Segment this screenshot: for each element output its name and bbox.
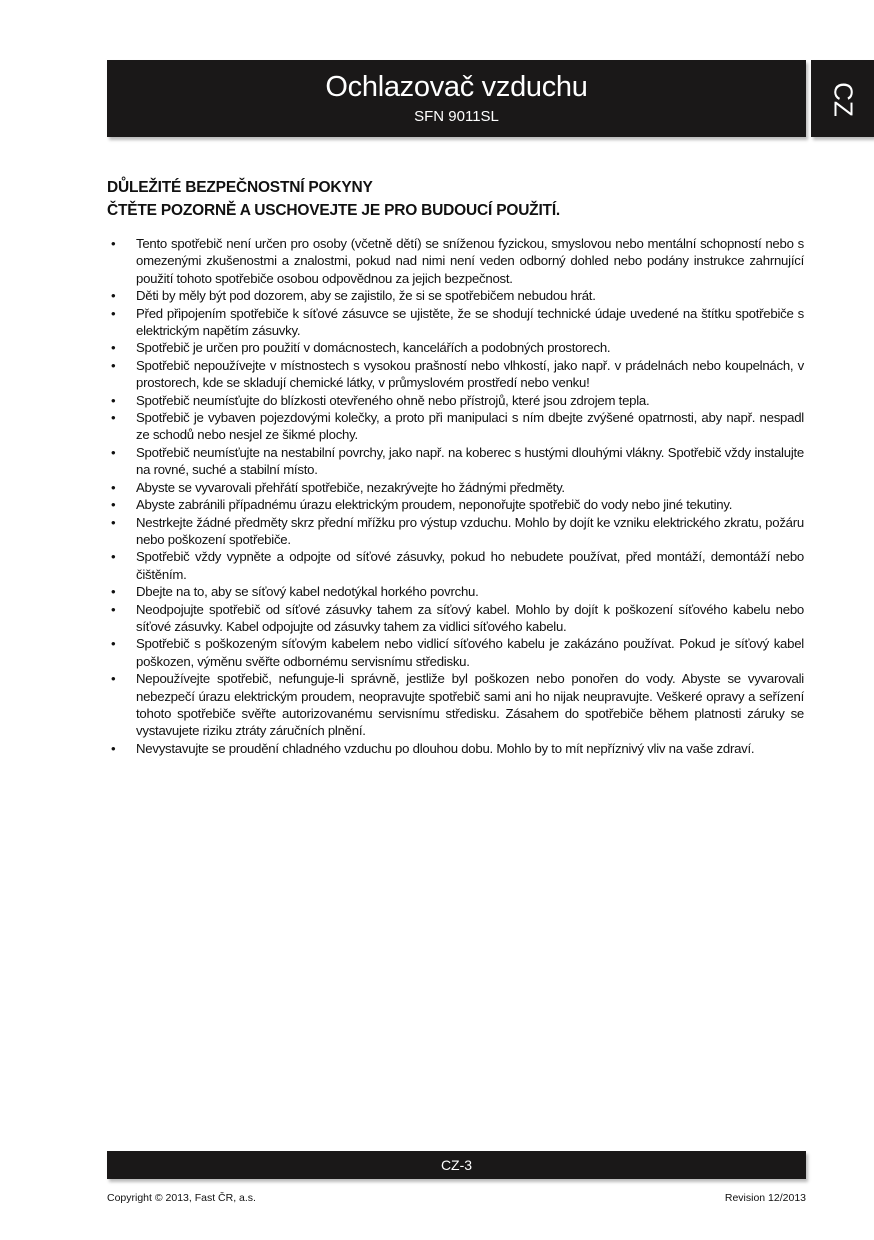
- list-item: [107, 601, 804, 636]
- list-item-text: Spotřebič s poškozeným síťovým kabelem nebo vidlicí síťového kabelu je zakázáno používat. Pokud je síťový kabel poškozen, výměnu svěřte odbornému servisnímu středisku.: [136, 636, 804, 669]
- list-item: [107, 496, 804, 513]
- list-item: [107, 548, 804, 583]
- bullet-icon: •: [111, 514, 116, 530]
- bullet-icon: •: [111, 497, 116, 513]
- list-item-text: Spotřebič je určen pro použití v domácnostech, kancelářích a podobných prostorech.: [136, 340, 611, 356]
- list-item: [107, 635, 804, 670]
- bullet-icon: •: [111, 305, 116, 321]
- list-item-text: Neodpojujte spotřebič od síťové zásuvky tahem za síťový kabel. Mohlo by dojít k poškození síťového kabelu nebo síťové zásuvky. Kabel odpojujte od zásuvky tahem za vidlici síťového kabelu.: [136, 601, 804, 634]
- list-item-text: Spotřebič neumísťujte na nestabilní povrchy, jako např. na koberec s hustými dlouhými vlákny. Spotřebič vždy instalujte na rovné, suché a stabilní místo.: [136, 444, 804, 478]
- bullet-icon: •: [111, 444, 116, 460]
- bullet-icon: •: [111, 288, 116, 304]
- bullet-icon: •: [111, 671, 116, 687]
- list-item-text: Tento spotřebič není určen pro osoby (včetně dětí) se sníženou fyzickou, smyslovou nebo mentální schopností nebo s omezenými zkušenostmi a znalostmi, pokud nad nimi není veden odborný dohled nebo podány instrukce zahrnující použití tohoto spotřebiče osobou odpovědnou za jejich bezpečnost.: [136, 236, 804, 286]
- list-item-text: Před připojením spotřebiče k síťové zásuvce se ujistěte, že se shodují technické údaje uvedené na štítku spotřebiče s elektrickým napětím zásuvky.: [136, 305, 804, 339]
- list-item: [107, 479, 804, 496]
- list-item-text: Abyste zabránili případnému úrazu elektrickým proudem, neponořujte spotřebič do vody nebo jiné tekutiny.: [136, 497, 733, 513]
- copyright: Copyright © 2013, Fast ČR, a.s.: [107, 1192, 256, 1204]
- bullet-icon: •: [111, 392, 116, 408]
- list-item: [107, 305, 804, 340]
- list-item: [107, 287, 804, 304]
- bullet-icon: •: [111, 479, 116, 495]
- list-item-text: Nepoužívejte spotřebič, nefunguje-li správně, jestliže byl poškozen nebo ponořen do vody. Abyste se vyvarovali nebezpečí úrazu elektrickým proudem, neopravujte spotřebič sami ani ho nijak neupravujte. Veškeré opravy a seřízení tohoto spotřebiče svěřte autorizovanému servisnímu středisku. Zásahem do spotřebiče během platnosti záruky se vystavujete riziku ztráty záručních plnění.: [136, 671, 804, 739]
- heading-line-1: DŮLEŽITÉ BEZPEČNOSTNÍ POKYNY: [107, 179, 373, 196]
- model-number: SFN 9011SL: [414, 108, 499, 125]
- list-item-text: Nestrkejte žádné předměty skrz přední mřížku pro výstup vzduchu. Mohlo by dojít ke vzniku elektrického zkratu, požáru nebo poškození spotřebiče.: [136, 514, 804, 547]
- bullet-icon: •: [111, 410, 116, 426]
- bullet-icon: •: [111, 236, 116, 251]
- bullet-icon: •: [111, 584, 116, 600]
- header-bar: [107, 60, 806, 137]
- list-item: [107, 357, 804, 392]
- list-item: [107, 514, 804, 549]
- list-item-text: Děti by měly být pod dozorem, aby se zajistilo, že si se spotřebičem nebudou hrát.: [136, 288, 596, 304]
- bullet-icon: •: [111, 549, 116, 565]
- heading-line-2: ČTĚTE POZORNĚ A USCHOVEJTE JE PRO BUDOUCÍ POUŽITÍ.: [107, 202, 561, 219]
- safety-instructions-list: [107, 235, 804, 757]
- list-item: [107, 392, 804, 409]
- list-item-text: Abyste se vyvarovali přehřátí spotřebiče, nezakrývejte ho žádnými předměty.: [136, 479, 565, 495]
- revision: Revision 12/2013: [724, 1192, 806, 1204]
- bullet-icon: •: [111, 740, 116, 756]
- bullet-icon: •: [111, 340, 116, 356]
- bullet-icon: •: [111, 601, 116, 617]
- page-number: CZ-3: [440, 1157, 473, 1173]
- list-item-text: Spotřebič neumísťujte do blízkosti otevřeného ohně nebo přístrojů, které jsou zdrojem tepla.: [136, 392, 650, 408]
- list-item: [107, 583, 804, 600]
- bullet-icon: •: [111, 636, 116, 652]
- page-number-bar: [107, 1151, 806, 1179]
- list-item: [107, 235, 804, 287]
- list-item: [107, 670, 804, 740]
- list-item: [107, 409, 804, 444]
- bullet-icon: •: [111, 357, 116, 373]
- document-title: Ochlazovač vzduchu: [325, 71, 588, 103]
- list-item: [107, 339, 804, 356]
- list-item-text: Spotřebič nepoužívejte v místnostech s vysokou prašností nebo vlhkostí, jako např. v prádelnách nebo koupelnách, v prostorech, kde se skladují chemické látky, v průmyslovém prostředí nebo venku!: [136, 357, 804, 391]
- language-tab: [811, 60, 874, 137]
- section-heading: [107, 176, 560, 222]
- list-item-text: Nevystavujte se proudění chladného vzduchu po dlouhou dobu. Mohlo by to mít nepříznivý vliv na vaše zdraví.: [136, 740, 755, 756]
- list-item-text: Spotřebič je vybaven pojezdovými kolečky, a proto při manipulaci s ním dbejte zvýšené opatrnosti, aby např. nespadl ze schodů nebo nesjel ze šikmé plochy.: [136, 410, 804, 443]
- language-label: CZ: [828, 82, 859, 117]
- list-item: [107, 444, 804, 479]
- list-item-text: Dbejte na to, aby se síťový kabel nedotýkal horkého povrchu.: [136, 584, 479, 600]
- list-item-text: Spotřebič vždy vypněte a odpojte od síťové zásuvky, pokud ho nebudete používat, před montáží, demontáží nebo čištěním.: [136, 549, 804, 582]
- list-item: [107, 740, 804, 757]
